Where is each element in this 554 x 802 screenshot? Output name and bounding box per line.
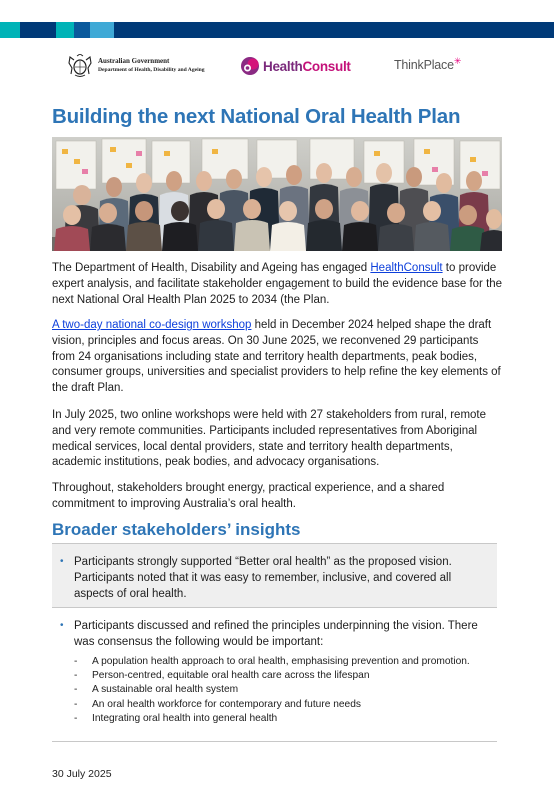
list-item: - A sustainable oral health system bbox=[74, 684, 239, 696]
document-date: 30 July 2025 bbox=[52, 768, 112, 780]
intro-text-end: to provide expert analysis, and facilitate stakeholder engagement to build the evidence base for the next National Oral Health Plan 2025 to 2034 (the Plan. bbox=[52, 262, 503, 306]
header-color-band bbox=[0, 22, 554, 38]
bullet-marker: • bbox=[60, 620, 64, 631]
thinkplace-wordmark: ThinkPlace bbox=[394, 58, 454, 72]
insight-vision-text: Participants strongly supported “Better oral health” as the proposed vision. Participants noted that it was easy to remember, inclusive, and covered all aspects of oral health. bbox=[74, 556, 452, 600]
australian-government-logo bbox=[66, 54, 205, 78]
insight-principles-text: Participants discussed and refined the principles underpinning the vision. There was consensus the following would be important: bbox=[74, 620, 478, 648]
partner-logos bbox=[52, 52, 502, 84]
online-workshops-paragraph: In July 2025, two online workshops were held with 27 stakeholders from rural, remote and very remote communities. Participants included representatives from Aboriginal medical services, local dental providers, state and territory health departments, academic institutions, peak bodies, and advocacy organisations. bbox=[52, 409, 487, 469]
intro-paragraph bbox=[52, 261, 504, 308]
workshop-group-photo bbox=[52, 137, 502, 251]
gov-logo-line2: Department of Health, Disability and Ageing bbox=[98, 67, 205, 73]
healthconsult-link[interactable]: HealthConsult bbox=[370, 262, 443, 274]
list-item: - Person-centred, equitable oral health care across the lifespan bbox=[74, 670, 370, 682]
thinkplace-logo bbox=[394, 58, 461, 72]
page-title: Building the next National Oral Health Plan bbox=[52, 105, 461, 128]
summary-paragraph: Throughout, stakeholders brought energy, practical experience, and a shared commitment to improving Australia’s oral health. bbox=[52, 482, 445, 510]
healthconsult-logo bbox=[240, 56, 351, 76]
gov-logo-line1: Australian Government bbox=[98, 57, 170, 65]
workshop-paragraph bbox=[52, 318, 504, 397]
co-design-workshop-link[interactable]: A two-day national co-design workshop bbox=[52, 319, 252, 331]
list-item: - A population health approach to oral health, emphasising prevention and promotion. bbox=[74, 656, 470, 667]
insights-list bbox=[52, 543, 497, 742]
insights-heading: Broader stakeholders’ insights bbox=[52, 520, 301, 539]
thinkplace-star-icon: ✳ bbox=[453, 56, 462, 66]
healthconsult-word-health: Health bbox=[263, 58, 303, 74]
group-photo-illustration bbox=[52, 137, 502, 251]
bullet-marker: • bbox=[60, 556, 64, 567]
insight-item-vision bbox=[52, 543, 497, 607]
list-item: - Integrating oral health into general health bbox=[74, 712, 278, 724]
coat-of-arms-icon bbox=[66, 54, 94, 78]
intro-text-start: The Department of Health, Disability and Ageing has engaged bbox=[52, 262, 371, 274]
principles-list bbox=[74, 655, 490, 726]
insight-item-principles bbox=[52, 607, 497, 742]
list-item: - An oral health workforce for contemporary and future needs bbox=[74, 698, 361, 710]
healthconsult-mark-icon bbox=[240, 56, 260, 76]
healthconsult-word-consult: Consult bbox=[302, 58, 351, 74]
workshop-text: held in December 2024 helped shape the draft vision, principles and focus areas. On 30 June 2025, we reconvened 29 participants from 24 organisations including state and territory health departments, peak bodies, consumer groups, universities and specialist providers to help refine the key elements of the draft Plan. bbox=[52, 319, 501, 395]
